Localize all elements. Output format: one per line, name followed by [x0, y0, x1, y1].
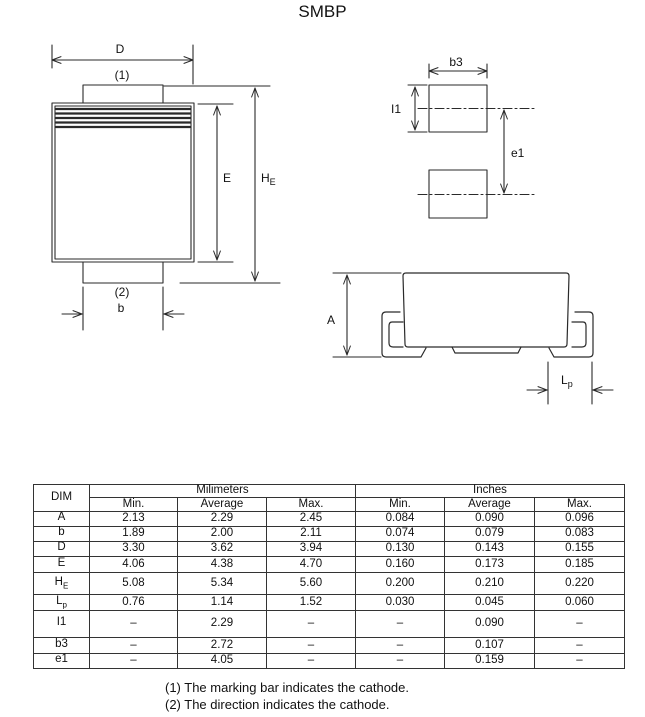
- dim-label-A: A: [326, 313, 336, 327]
- dim-D-group: [52, 42, 193, 84]
- table-row: [34, 527, 625, 542]
- dim-HE-group: [164, 86, 280, 283]
- col-header-in-avg: Average: [445, 498, 535, 512]
- dim-name-cell: I1: [34, 611, 90, 638]
- dim-name-cell: b3: [34, 638, 90, 654]
- value-cell: 0.210: [445, 573, 535, 595]
- left-lead-inner: [389, 322, 403, 347]
- side-body-outline: [403, 273, 569, 347]
- value-cell: 0.083: [535, 527, 625, 542]
- table-row: [34, 512, 625, 527]
- value-cell: 0.160: [356, 557, 445, 573]
- value-cell: –: [356, 638, 445, 654]
- value-cell: 4.05: [178, 654, 267, 669]
- value-cell: 0.76: [90, 595, 178, 611]
- value-cell: –: [267, 611, 356, 638]
- value-cell: –: [90, 638, 178, 654]
- value-cell: 2.29: [178, 512, 267, 527]
- footnote-1: (1) The marking bar indicates the cathode.: [165, 680, 410, 695]
- value-cell: 1.89: [90, 527, 178, 542]
- dim-name-cell: $H_E$: [34, 573, 90, 595]
- dim-E-group: [198, 104, 233, 262]
- col-header-in-min: Min.: [356, 498, 445, 512]
- dim-name-cell: E: [34, 557, 90, 573]
- value-cell: 4.70: [267, 557, 356, 573]
- dim-name-cell: b: [34, 527, 90, 542]
- land-pattern-drawing: [391, 55, 537, 218]
- top-terminal-tab: [83, 85, 163, 103]
- value-cell: 0.074: [356, 527, 445, 542]
- unit-header-in: Inches: [356, 485, 625, 498]
- value-cell: –: [356, 611, 445, 638]
- table-row: [34, 557, 625, 573]
- top-view-drawing: [52, 42, 280, 330]
- value-cell: 0.159: [445, 654, 535, 669]
- dim-label-Lp: $L_p$: [561, 373, 573, 389]
- page-title: SMBP: [298, 2, 347, 21]
- dim-label-b3: b3: [449, 55, 463, 69]
- footnotes: [165, 680, 409, 713]
- table-row: [34, 573, 625, 595]
- value-cell: –: [267, 654, 356, 669]
- value-cell: 0.200: [356, 573, 445, 595]
- value-cell: 4.06: [90, 557, 178, 573]
- callout-1-label: (1): [114, 68, 130, 82]
- value-cell: 0.079: [445, 527, 535, 542]
- col-header-mm-avg: Average: [178, 498, 267, 512]
- col-header-mm-min: Min.: [90, 498, 178, 512]
- value-cell: 0.045: [445, 595, 535, 611]
- value-cell: 5.08: [90, 573, 178, 595]
- value-cell: 0.185: [535, 557, 625, 573]
- bottom-terminal-tab: [83, 262, 163, 283]
- value-cell: 0.084: [356, 512, 445, 527]
- dim-label-D: D: [115, 42, 125, 56]
- value-cell: 0.143: [445, 542, 535, 557]
- table-row: [34, 595, 625, 611]
- dim-header-cell: DIM: [34, 485, 90, 512]
- col-header-mm-max: Max.: [267, 498, 356, 512]
- dim-A-group: [327, 273, 401, 357]
- cathode-marking-bars: [56, 109, 190, 127]
- value-cell: 0.107: [445, 638, 535, 654]
- callout-2-label: (2): [114, 285, 130, 299]
- value-cell: 3.62: [178, 542, 267, 557]
- value-cell: 2.13: [90, 512, 178, 527]
- value-cell: –: [535, 654, 625, 669]
- right-lead-inner: [572, 322, 586, 347]
- dim-b3-group: [429, 55, 487, 78]
- value-cell: 2.29: [178, 611, 267, 638]
- dim-Lp-group: [527, 362, 613, 404]
- value-cell: 2.45: [267, 512, 356, 527]
- value-cell: 0.220: [535, 573, 625, 595]
- dim-label-E: E: [223, 171, 232, 185]
- dim-label-b: b: [117, 301, 125, 315]
- value-cell: –: [535, 611, 625, 638]
- value-cell: 5.34: [178, 573, 267, 595]
- value-cell: –: [267, 638, 356, 654]
- value-cell: 2.72: [178, 638, 267, 654]
- dim-label-I1: I1: [390, 102, 401, 116]
- table-row: [34, 638, 625, 654]
- table-row: [34, 611, 625, 638]
- dim-label-e1: e1: [511, 146, 525, 160]
- value-cell: 1.14: [178, 595, 267, 611]
- bottom-standoff: [452, 347, 521, 353]
- value-cell: 0.155: [535, 542, 625, 557]
- value-cell: –: [356, 654, 445, 669]
- footnote-2: (2) The direction indicates the cathode.: [165, 696, 390, 712]
- dim-name-cell: A: [34, 512, 90, 527]
- dim-name-cell: D: [34, 542, 90, 557]
- value-cell: 0.090: [445, 611, 535, 638]
- value-cell: –: [535, 638, 625, 654]
- col-header-in-max: Max.: [535, 498, 625, 512]
- value-cell: 0.130: [356, 542, 445, 557]
- value-cell: 0.090: [445, 512, 535, 527]
- value-cell: 2.11: [267, 527, 356, 542]
- dim-name-cell: $L_p$: [34, 595, 90, 611]
- value-cell: 3.94: [267, 542, 356, 557]
- value-cell: 5.60: [267, 573, 356, 595]
- value-cell: –: [90, 611, 178, 638]
- dim-name-cell: e1: [34, 654, 90, 669]
- dim-e1-group: [504, 110, 525, 193]
- unit-header-mm: Milimeters: [90, 485, 356, 498]
- side-view-drawing: [327, 273, 613, 404]
- dimensions-table: [33, 484, 625, 669]
- dim-label-HE: $H_E$: [261, 171, 276, 187]
- dim-b-group: [62, 285, 184, 330]
- value-cell: 0.173: [445, 557, 535, 573]
- package-body-inner-outline: [55, 106, 191, 259]
- value-cell: –: [90, 654, 178, 669]
- value-cell: 2.00: [178, 527, 267, 542]
- value-cell: 0.060: [535, 595, 625, 611]
- table-row: [34, 542, 625, 557]
- value-cell: 0.096: [535, 512, 625, 527]
- value-cell: 3.30: [90, 542, 178, 557]
- value-cell: 1.52: [267, 595, 356, 611]
- value-cell: 0.030: [356, 595, 445, 611]
- table-row: [34, 654, 625, 669]
- value-cell: 4.38: [178, 557, 267, 573]
